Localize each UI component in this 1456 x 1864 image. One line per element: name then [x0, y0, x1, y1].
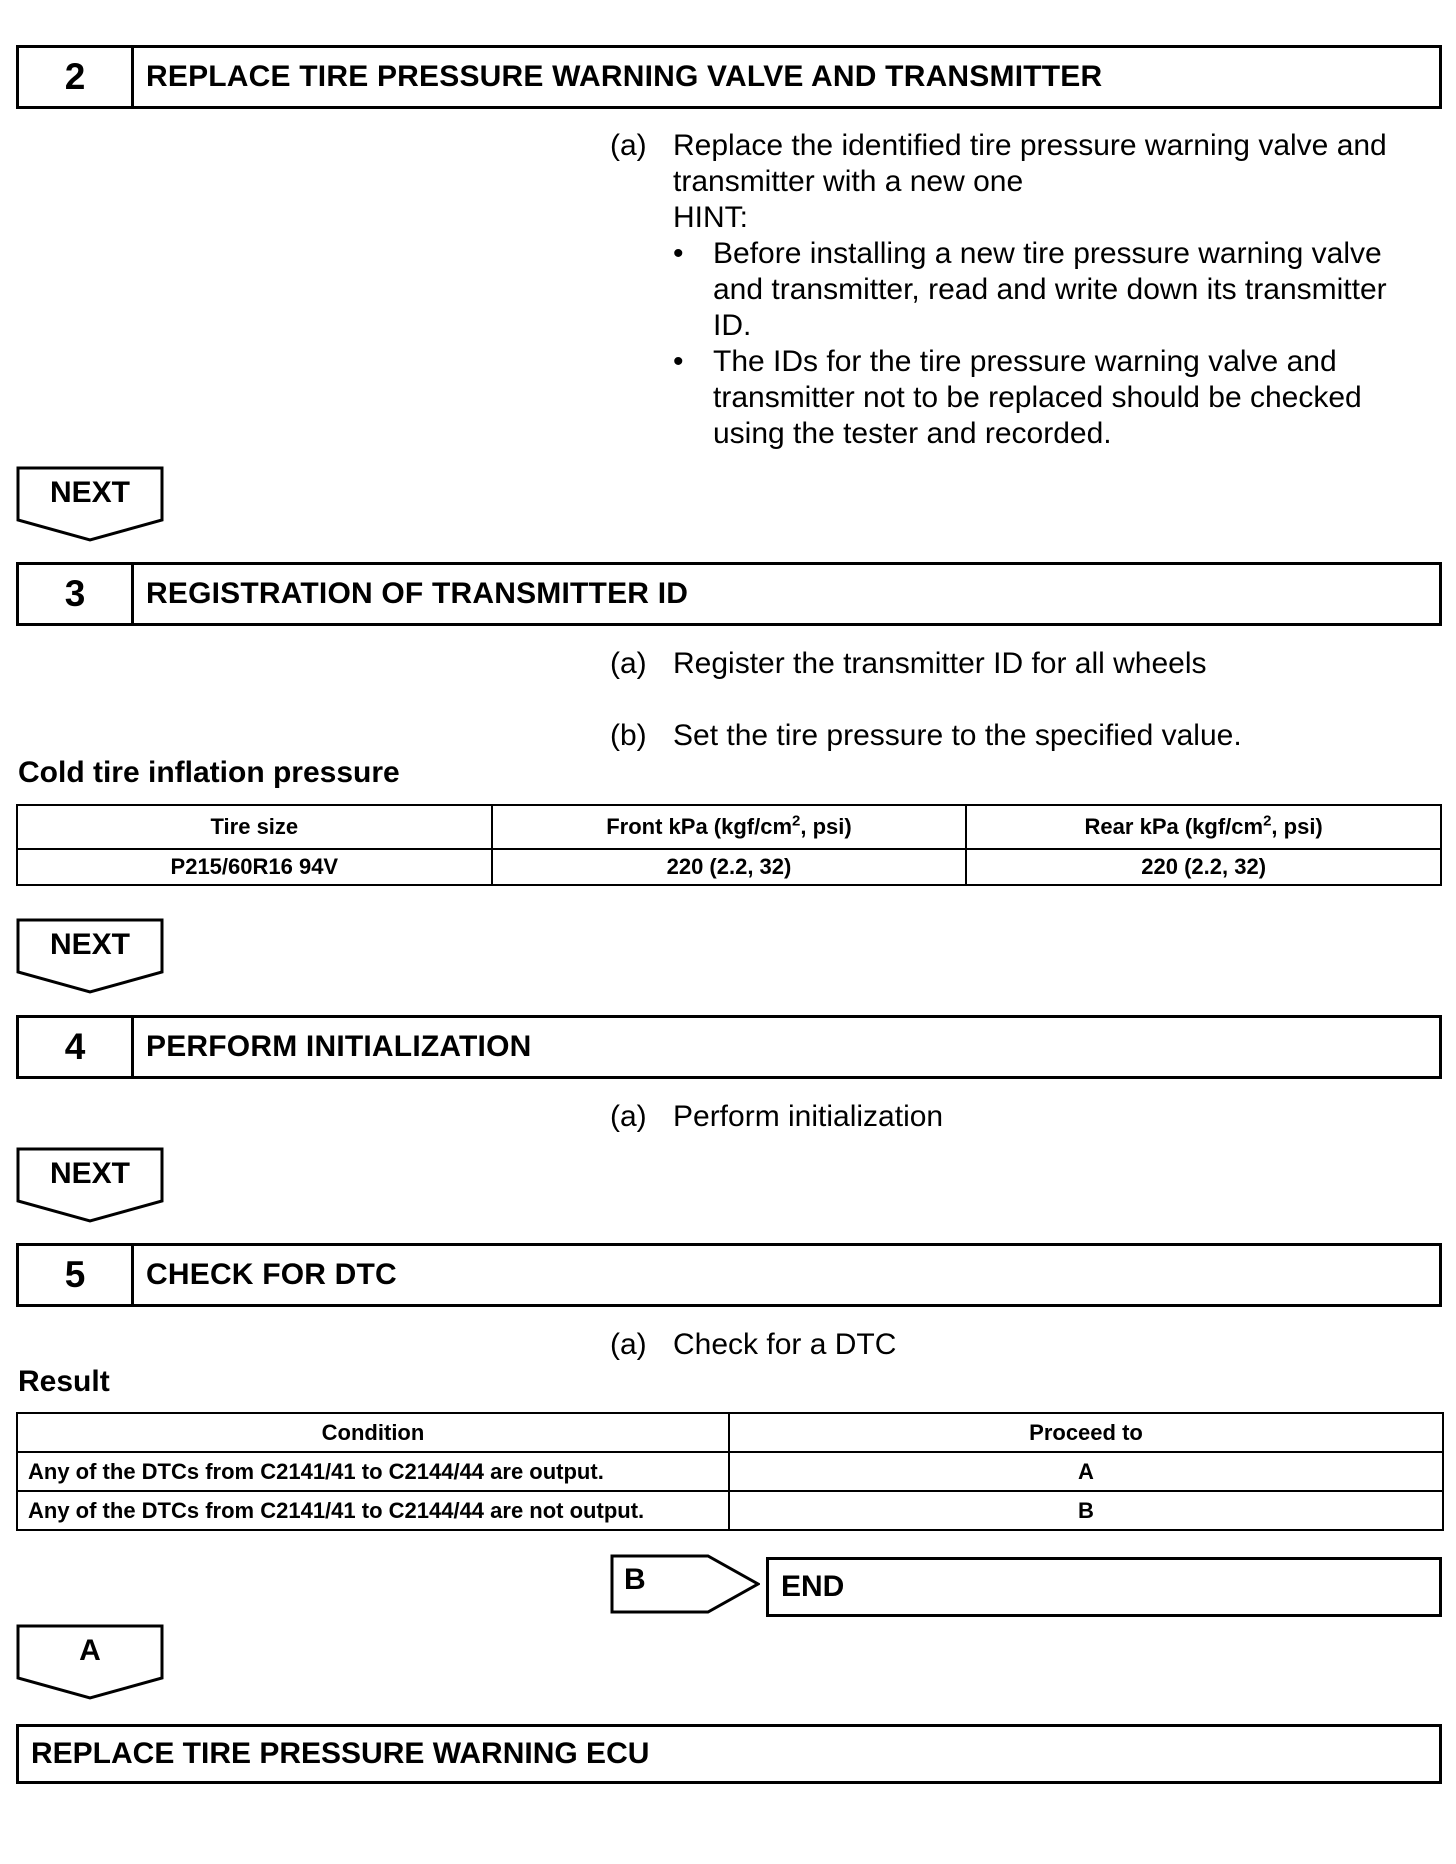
- table-header-cell: Condition: [17, 1413, 729, 1452]
- bullet-icon: •: [673, 345, 684, 378]
- step-3-header: [16, 562, 1442, 626]
- hint-text: Before installing a new tire pressure warning valve and transmitter, read and write down its transmitter ID.: [713, 237, 1387, 342]
- table-cell: Any of the DTCs from C2141/41 to C2144/44 are output.: [17, 1452, 729, 1491]
- table-header-row: [17, 1413, 1443, 1452]
- instruction-line: Replace the identified tire pressure warning valve and: [673, 129, 1387, 162]
- step-number: 5: [19, 1246, 134, 1304]
- table-cell: Any of the DTCs from C2141/41 to C2144/44 are not output.: [17, 1491, 729, 1530]
- branch-label: A: [79, 1634, 101, 1667]
- table-row: [17, 1491, 1443, 1530]
- hint-bullet: [673, 344, 1413, 452]
- branch-b-arrow-tag: [610, 1554, 760, 1614]
- step-4-header: [16, 1015, 1442, 1079]
- hint-label: HINT:: [673, 201, 748, 234]
- item-label: (b): [610, 719, 647, 752]
- instruction-line: transmitter with a new one: [673, 165, 1024, 198]
- step-number: 4: [19, 1018, 134, 1076]
- hint-bullet: [673, 236, 1413, 344]
- item-label: (a): [610, 129, 647, 162]
- instruction-text: Register the transmitter ID for all wheels: [673, 647, 1207, 680]
- tire-pressure-table: [16, 804, 1442, 886]
- table-header-cell: Tire size: [17, 805, 492, 849]
- table-cell: 220 (2.2, 32): [966, 849, 1441, 885]
- next-label: NEXT: [49, 1157, 130, 1190]
- table-cell: 220 (2.2, 32): [492, 849, 967, 885]
- step-title: REGISTRATION OF TRANSMITTER ID: [146, 577, 689, 610]
- table-cell: B: [729, 1491, 1443, 1530]
- item-label: (a): [610, 1328, 647, 1361]
- table-cell: P215/60R16 94V: [17, 849, 492, 885]
- instruction-text: Perform initialization: [673, 1100, 944, 1133]
- next-arrow-tag: [16, 918, 164, 994]
- table-row: [17, 1452, 1443, 1491]
- step-title: CHECK FOR DTC: [146, 1258, 397, 1291]
- table-header-row: [17, 805, 1441, 849]
- step-title: PERFORM INITIALIZATION: [146, 1030, 532, 1063]
- step-2-header: [16, 45, 1442, 109]
- table-title: Cold tire inflation pressure: [18, 756, 400, 789]
- next-label: NEXT: [49, 928, 130, 961]
- table-row: [17, 849, 1441, 885]
- item-label: (a): [610, 1100, 647, 1133]
- instruction-text: Set the tire pressure to the specified value.: [673, 719, 1242, 752]
- branch-label: B: [624, 1563, 646, 1596]
- next-arrow-tag: [16, 1147, 164, 1223]
- step-number: 2: [19, 48, 134, 106]
- step-number: 3: [19, 565, 134, 623]
- step-5-header: [16, 1243, 1442, 1307]
- branch-a-arrow-tag: [16, 1624, 164, 1700]
- next-label: NEXT: [49, 476, 130, 509]
- table-header-cell: Front kPa ($kgf/cm^2$, psi): [492, 805, 967, 849]
- step-title: REPLACE TIRE PRESSURE WARNING VALVE AND TRANSMITTER: [146, 60, 1103, 93]
- result-table: [16, 1412, 1444, 1531]
- item-label: (a): [610, 647, 647, 680]
- next-arrow-tag: [16, 466, 164, 542]
- table-header-cell: Rear kPa ($kgf/cm^2$, psi): [966, 805, 1441, 849]
- instruction-text: Check for a DTC: [673, 1328, 897, 1361]
- table-title: Result: [18, 1365, 110, 1398]
- final-step-box: REPLACE TIRE PRESSURE WARNING ECU: [16, 1724, 1442, 1784]
- end-box: END: [766, 1557, 1442, 1617]
- table-cell: A: [729, 1452, 1443, 1491]
- bullet-icon: •: [673, 237, 684, 270]
- hint-text: The IDs for the tire pressure warning valve and transmitter not to be replaced should be checked using the tester and recorded.: [713, 345, 1362, 450]
- table-header-cell: Proceed to: [729, 1413, 1443, 1452]
